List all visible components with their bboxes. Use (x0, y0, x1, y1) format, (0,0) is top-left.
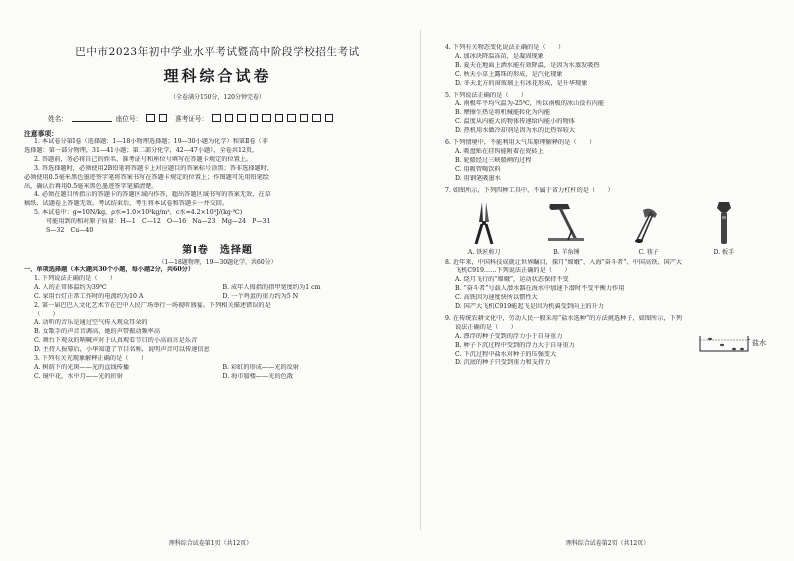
notice-line: 1. 本试卷分第Ⅰ卷（选择题：1—18小物理选择题；19—30小题为化学）和第Ⅱ卷（非 (34, 138, 268, 145)
notice-line: 4. 必须在题目所指示的答题卡的答题区域内作答，超出答题区域书写的答案无效，在草 (34, 191, 271, 199)
salt-water-figure (698, 333, 766, 353)
option-b: B. 彩虹的形成——光的反射 (222, 363, 300, 371)
chopsticks-icon (631, 200, 667, 246)
option-c: C. 舞台下观众的呐喊声对于认真观看节目的小高而言是乐音 (34, 337, 198, 345)
question-5 (445, 92, 780, 137)
claw-hammer-icon (544, 200, 588, 246)
option-c: C. 下沉过程中盐水对种子的压强变大 (455, 350, 557, 358)
option-b: B. 女歌手的声音音调高，她的声带振动频率高 (34, 328, 161, 336)
right-page (421, 0, 794, 561)
question-stem: 3. 下列有关光现象解释正确的是（ ） (34, 355, 148, 363)
part-title: 一、单项选择题（本大题共30个小题，每小题2分，共60分） (24, 265, 195, 273)
option-d: D. 国产大飞机C919能起飞是因为机翼受到向上的升力 (455, 303, 604, 311)
notice-line: 出，确认后再用0.5毫米黑色墨迹签字笔描清楚。 (24, 182, 158, 190)
option-d: D. 海市蜃楼——光的色散 (222, 372, 294, 380)
question-stem: 2. 第一届巴巴人文化艺术节在巴中人民广场举行一场视听盛宴。下列相关描述错误的是 (34, 301, 271, 309)
question-stem: 8. 近年来，中国科技成就让世界瞩目，探月“嫦娥”、入海“奋斗者”、中国高铁、国产大 (445, 258, 683, 266)
option-b: B. “奋斗者”号载人潜水器在海水中加速下潜时不受平衡力作用 (455, 285, 625, 293)
option-a: A. 树荫下的光斑——光的直线传播 (34, 363, 130, 371)
option-a: A. 绕月飞行的“嫦娥”，运动状态保持不变 (455, 276, 569, 284)
option-c: C. 高铁因为速度快所以惯性大 (455, 294, 538, 302)
seat-boxes (146, 114, 171, 123)
question-stem: 9. 在传统农耕文化中，劳动人民一般采用“盐水选种”的方法挑选种子，如图所示，下列 (445, 314, 682, 322)
scissors-icon (466, 200, 502, 246)
tool-c (631, 200, 667, 256)
question-stem: 7. 如图所示，下列四种工具中，不属于省力杠杆的是（ ） (445, 186, 614, 194)
question-stem-cont: 说法正确的是（ ） (455, 323, 517, 331)
name-blank (72, 114, 112, 122)
option-a: A. 动听的音乐是通过空气传入观众耳朵的 (34, 319, 148, 327)
option-a: A. 吸盘贴在挂钩能附着在瓷砖上 (455, 147, 544, 155)
option-d: D. 用钢笔吸墨水 (455, 174, 501, 182)
question-stem: 1. 下列说法正确的是（ ） (34, 274, 117, 282)
notice-line: 可能用到的相对原子质量：H—1 C—12 O—16 Na—23 Mg—24 P—31 (46, 218, 271, 226)
option-d: D. 热机用水做冷却剂是因为水的比热容较大 (455, 127, 576, 135)
question-1 (24, 275, 411, 302)
option-b: B. 夏天在地面上洒水能有效降温，是因为水蒸发吸热 (455, 61, 600, 69)
question-stem: 5. 下列说法正确的是（ ） (445, 91, 528, 99)
notice-line: 2. 答题前，务必将自己的姓名、准考证号和座位号填写在答题卡规定的位置上。 (34, 155, 253, 163)
tool-b-label: B. 羊角锤 (553, 248, 580, 256)
option-d: D. 主持人报幕后，小华知道了节目名称，说明声音可以传递信息 (34, 346, 210, 354)
page-footer: 理科综合试卷第2页（共12页） (565, 540, 650, 547)
salt-water-label: 盐水 (752, 338, 766, 347)
option-b: B. 摩擦生热是将机械能转化为内能 (455, 109, 551, 117)
question-stem-cont: （ ） (34, 310, 59, 318)
notice-line: 稿纸、试题卷上答题无效。考试结束后，考生将本试卷和答题卡一并交回。 (24, 200, 229, 208)
question-stem-cont: 飞机C919……下列说法正确的是（ ） (455, 267, 571, 275)
seat-label: 座位号： (115, 115, 143, 123)
option-d: D. 沉底的种子只受到重力和支持力 (455, 359, 551, 367)
question-stem: 6. 下列情境中，不能利用大气压原理解释的是（ ） (445, 139, 596, 147)
question-2 (24, 302, 411, 355)
question-stem: 4. 下列有关物态变化说法正确的是（ ） (445, 44, 565, 51)
tool-d-label: D. 扳手 (713, 248, 735, 256)
question-7 (445, 187, 780, 256)
notice-line: 必须使用0.5毫米黑色墨迹签字笔将答案书写在答题卡规定的位置上；作图题可先用铅笔绘 (24, 173, 269, 181)
question-9 (445, 315, 780, 368)
notice-line: 选择题：第一部分物理，31—41小题；第二部分化学，42—47小题），全卷共12页。 (24, 146, 259, 154)
page-footer: 理科综合试卷第1页（共12页） (168, 540, 253, 547)
ticket-label: 准考证号： (175, 115, 209, 123)
option-a: A. 漂浮的种子受到的浮力小于自身重力 (455, 332, 563, 340)
option-c: C. 用吸管喝饮料 (455, 165, 501, 173)
option-d: D. 一个鸡蛋的重力约为5 N (222, 292, 299, 300)
exam-header-title: 巴中市2023年初中学业水平考试暨高中阶段学校招生考试 (75, 46, 360, 58)
notice-line: S—32 Cu—40 (46, 227, 94, 235)
tool-d (709, 200, 739, 256)
option-c: C. 镜中花，水中月——光的折射 (34, 372, 123, 380)
section-title: 第Ⅰ卷 选择题 (182, 244, 253, 256)
option-a: A. 加冰块降温冻苗，是凝固现象 (455, 52, 544, 60)
question-4 (445, 44, 780, 89)
option-c: C. 家用台灯正常工作时的电流约为10 A (34, 292, 144, 300)
exam-info-row (24, 113, 411, 123)
option-b: B. 种子下沉过程中受到的浮力大于自身重力 (455, 341, 575, 349)
question-6 (445, 139, 780, 184)
name-label: 姓名： (48, 115, 68, 123)
option-a: A. 人的正常体温约为39℃ (34, 283, 107, 291)
section-subtitle: （1—18题物理，19—30题化学，共60分） (158, 258, 277, 266)
notice-title: 注意事项： (24, 130, 58, 138)
ticket-boxes (212, 114, 337, 123)
lever-tools-figure (445, 198, 780, 256)
wrench-icon (709, 200, 739, 246)
tool-c-label: C. 筷子 (638, 248, 659, 256)
tool-a (466, 200, 502, 256)
option-b: B. 轮船经过三峡船闸的过程 (455, 156, 532, 164)
exam-main-title: 理科综合试卷 (163, 67, 272, 85)
option-b: B. 成年人拇指的指甲宽度约为1 cm (222, 283, 321, 291)
container-icon (698, 333, 750, 353)
notice-line: 5. 本试卷中：g=10N/kg，ρ水=1.0×10³kg/m³，c水=4.2×10³J/(kg·℃) (34, 209, 243, 217)
question-3 (24, 355, 411, 382)
tool-b (544, 200, 588, 256)
option-a: A. 南极年平均气温为-25℃，所以南极的冰山没有内能 (455, 100, 605, 108)
option-c: C. 秋天小草上露珠的形成，是汽化现象 (455, 70, 563, 78)
notice-line: 3. 答选择题时，必须使用2B铅笔将答题卡上对应题目的答案标号涂黑；答非选择题时， (34, 164, 274, 172)
option-d: D. 冬天北方的窗玻璃上有冰花形成，是升华现象 (455, 79, 588, 87)
question-8 (445, 259, 780, 312)
exam-subtitle: （全卷满分150分，120分钟完卷） (170, 94, 265, 101)
option-c: C. 温度从内能大的物体传递给内能小的物体 (455, 118, 575, 126)
tool-a-label: A. 铁匠剪刀 (468, 248, 501, 256)
